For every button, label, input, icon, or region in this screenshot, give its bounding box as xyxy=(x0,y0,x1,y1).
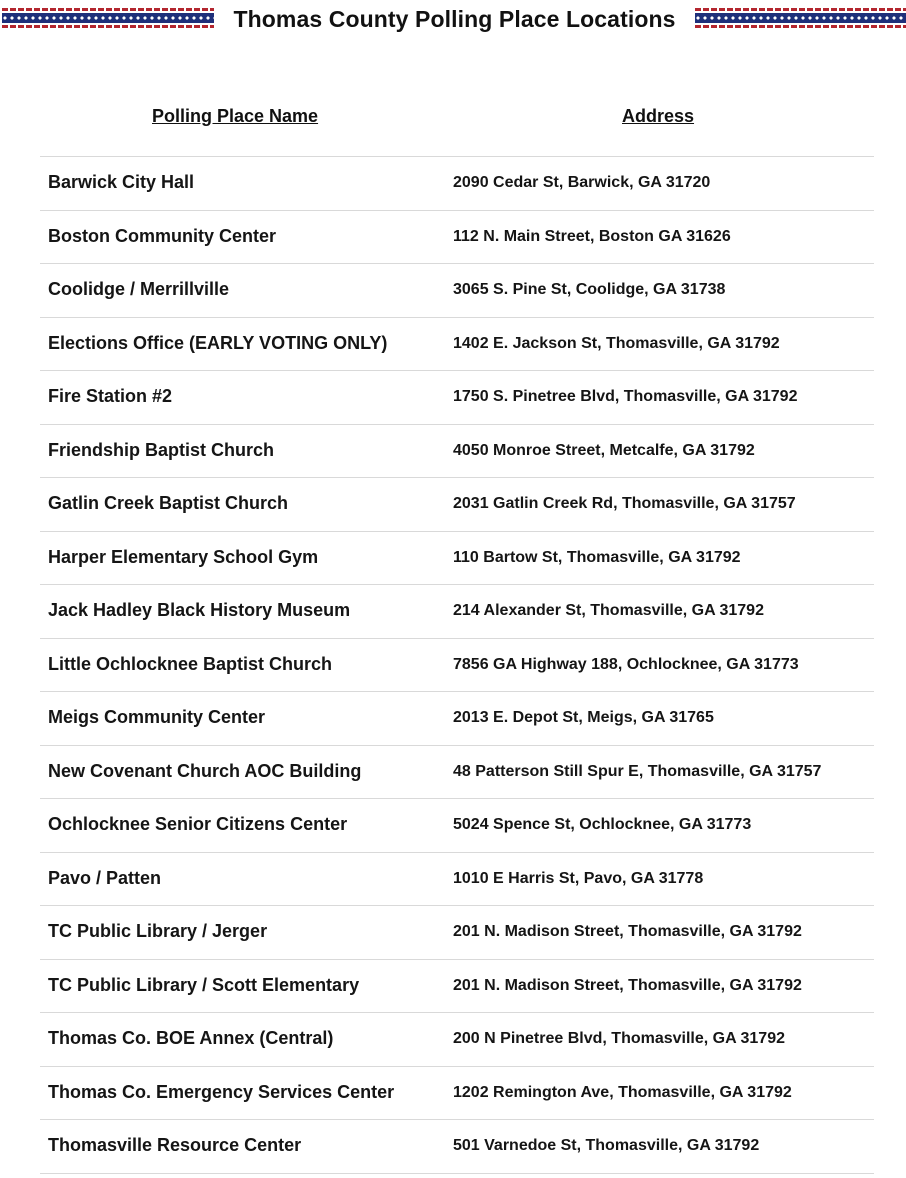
polling-place-address: 3065 S. Pine St, Coolidge, GA 31738 xyxy=(453,281,726,298)
polling-place-address: 214 Alexander St, Thomasville, GA 31792 xyxy=(453,602,764,619)
polling-place-address: 1750 S. Pinetree Blvd, Thomasville, GA 31792 xyxy=(453,388,798,405)
polling-place-address: 201 N. Madison Street, Thomasville, GA 31792 xyxy=(453,923,802,940)
polling-place-address: 200 N Pinetree Blvd, Thomasville, GA 31792 xyxy=(453,1030,785,1047)
polling-place-address: 7856 GA Highway 188, Ochlocknee, GA 31773 xyxy=(453,655,799,673)
polling-place-name: Coolidge / Merrillville xyxy=(48,279,230,299)
polling-places-table xyxy=(40,156,874,1174)
polling-place-address: 48 Patterson Still Spur E, Thomasville, GA 31757 xyxy=(453,762,822,780)
table-row xyxy=(40,264,874,318)
flag-stars-band xyxy=(695,13,906,23)
polling-place-address: 2013 E. Depot St, Meigs, GA 31765 xyxy=(453,709,714,726)
flag-stripe-red xyxy=(2,25,214,28)
polling-place-address: 201 N. Madison Street, Thomasville, GA 31792 xyxy=(453,976,802,994)
table-row xyxy=(40,960,874,1014)
polling-place-name: Thomas Co. BOE Annex (Central) xyxy=(48,1028,334,1048)
column-header-address: Address xyxy=(622,106,695,126)
polling-place-name: Pavo / Patten xyxy=(48,867,162,888)
polling-place-name: TC Public Library / Jerger xyxy=(48,921,268,941)
polling-place-address: 501 Varnedoe St, Thomasville, GA 31792 xyxy=(453,1137,760,1154)
table-row xyxy=(40,371,874,425)
flag-stripe-red xyxy=(2,8,214,11)
table-row xyxy=(40,692,874,746)
table-row xyxy=(40,211,874,265)
polling-place-address: 4050 Monroe Street, Metcalfe, GA 31792 xyxy=(453,441,755,459)
polling-place-address: 1010 E Harris St, Pavo, GA 31778 xyxy=(453,869,704,887)
table-row xyxy=(40,906,874,960)
flag-stripe-red xyxy=(695,25,906,28)
polling-place-name: New Covenant Church AOC Building xyxy=(48,760,362,781)
column-header-polling-place-name: Polling Place Name xyxy=(152,106,319,126)
table-row xyxy=(40,318,874,372)
polling-place-name: Gatlin Creek Baptist Church xyxy=(48,493,289,513)
polling-place-name: Meigs Community Center xyxy=(48,707,266,727)
polling-place-name: Harper Elementary School Gym xyxy=(48,546,319,567)
polling-place-address: 2031 Gatlin Creek Rd, Thomasville, GA 31757 xyxy=(453,495,796,512)
polling-place-name: Fire Station #2 xyxy=(48,386,173,406)
polling-place-name: Barwick City Hall xyxy=(48,172,195,192)
table-row xyxy=(40,532,874,586)
table-row xyxy=(40,639,874,693)
title-bar xyxy=(0,0,906,40)
polling-place-name: Jack Hadley Black History Museum xyxy=(48,600,351,620)
table-row xyxy=(40,1067,874,1121)
polling-place-name: Friendship Baptist Church xyxy=(48,439,275,460)
table-row xyxy=(40,746,874,800)
table-row xyxy=(40,1120,874,1174)
polling-place-address: 1202 Remington Ave, Thomasville, GA 31792 xyxy=(453,1083,792,1101)
polling-place-address: 1402 E. Jackson St, Thomasville, GA 31792 xyxy=(453,334,780,352)
table-row xyxy=(40,853,874,907)
flag-banner-right xyxy=(695,8,906,28)
polling-place-name: TC Public Library / Scott Elementary xyxy=(48,974,360,995)
polling-place-address: 112 N. Main Street, Boston GA 31626 xyxy=(453,227,731,245)
table-row xyxy=(40,1013,874,1067)
table-row xyxy=(40,585,874,639)
polling-place-name: Thomas Co. Emergency Services Center xyxy=(48,1081,395,1102)
table-row xyxy=(40,478,874,532)
polling-place-address: 2090 Cedar St, Barwick, GA 31720 xyxy=(453,174,711,191)
polling-place-name: Boston Community Center xyxy=(48,225,277,246)
flag-stripe-red xyxy=(695,8,906,11)
table-row xyxy=(40,157,874,211)
flag-banner-left xyxy=(2,8,214,28)
polling-place-name: Elections Office (EARLY VOTING ONLY) xyxy=(48,332,388,353)
flag-stars-band xyxy=(2,13,214,23)
polling-place-address: 110 Bartow St, Thomasville, GA 31792 xyxy=(453,548,741,566)
polling-place-name: Thomasville Resource Center xyxy=(48,1135,302,1155)
page-title: Thomas County Polling Place Locations xyxy=(233,6,676,32)
polling-place-address: 5024 Spence St, Ochlocknee, GA 31773 xyxy=(453,816,752,833)
table-row xyxy=(40,425,874,479)
polling-place-name: Little Ochlocknee Baptist Church xyxy=(48,653,333,674)
polling-place-name: Ochlocknee Senior Citizens Center xyxy=(48,814,348,834)
table-row xyxy=(40,799,874,853)
